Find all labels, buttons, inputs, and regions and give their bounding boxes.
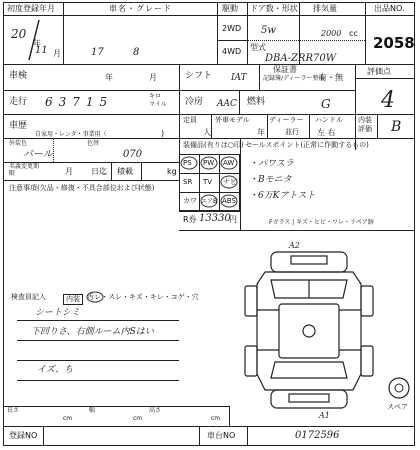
divider [240,138,241,230]
score-value: 4 [381,88,395,113]
ac-value: AAC [217,99,237,109]
selling-point-3: ・6万Kアトスト [249,191,316,201]
history-sub: 自家用・レンタ・事業用（ [35,131,107,138]
width-unit: cm [133,415,143,422]
divider [199,426,200,446]
divider [3,114,355,115]
lot-label: 出品NO. [374,4,405,13]
inspection-year: 年 [105,73,113,82]
divider [247,2,248,64]
doors-value: 5w [261,25,276,36]
color-no-value: 070 [123,149,143,160]
spare-label: スペア [387,403,408,411]
drive-2wd: 2WD [222,24,242,33]
divider [217,2,218,64]
history-close-paren: ) [161,129,165,138]
inspector-title: 検査員記入 [11,293,46,301]
chassis-value: 0172596 [295,430,340,441]
divider [53,138,54,162]
width-label: 幅 [89,407,96,414]
selling-points-title: セールスポイント(正常に作動するもの) [245,141,369,149]
drive-label: 駆動 [222,4,238,13]
divider [17,360,179,361]
color-change-month: 月 [65,167,73,176]
loadbed-label: 積載 [117,167,133,176]
month-value: 11 [35,45,48,56]
mileage-unit-mile: マイル [149,101,167,108]
recycle-label: R券 [183,215,197,224]
circle-mark [85,290,105,304]
notes-title: 注意事項(欠品・修復・不具合部位および状態) [9,184,155,192]
lot-number: 2058 [373,34,415,52]
divider [3,64,415,65]
doors-label: ドア数・形状 [250,4,298,13]
inspector-interior-tag: 内装 [63,294,83,305]
height-unit: cm [211,415,221,422]
divider [17,320,179,321]
divider [239,90,240,114]
equip-aw: AW [223,159,235,167]
first-reg-label: 初度登録年月 [7,4,55,13]
divider [3,138,415,139]
length-label: 長さ [7,407,20,414]
handle-options: 左 右 [317,128,336,137]
divider [3,426,415,427]
year-unit: 年 [33,39,41,48]
equipment-title: 装備品(有りは○印) [183,141,244,149]
divider [141,162,142,180]
color-change-label: 名義変更期限 [9,163,40,177]
warranty-options: 有・無 [319,73,343,82]
divider [355,114,415,115]
divider [43,426,44,446]
capacity-unit: 人 [203,128,211,137]
spare-tire-icon [387,376,411,400]
dealer-label: ディーラー [269,116,304,124]
capacity-label: 定員 [183,116,197,124]
equip-sr: SR [183,178,193,186]
divider [3,15,415,16]
interior-label: 内装評価 [358,116,372,133]
score-label: 評価点 [367,67,391,76]
model-value: DBA-ZRR70W [265,53,336,64]
dealer-sub: 並行 [285,128,299,136]
selling-point-2: ・Bモニタ [249,175,292,185]
equip-leather: カワ [183,197,197,205]
mileage-unit-km: キロ [149,93,162,100]
displacement-label: 排気量 [313,4,337,13]
divider [17,380,179,381]
car-name-value-1: 17 [91,47,104,58]
divider [217,40,247,41]
divider [3,406,229,407]
equip-pw: PW [203,159,215,167]
inspector-line-3: イズ、ち [37,365,74,375]
top-marker: A2 [289,241,300,250]
kg-unit: kg [167,167,177,176]
cc-unit: cc [349,29,358,38]
divider [259,64,260,90]
divider [3,90,179,91]
mileage-label: 走行 [9,97,28,107]
ac-label: 冷房 [185,97,204,107]
height-label: 高さ [149,407,162,414]
shift-label: シフト [185,71,213,81]
warranty-label: 保証書 [273,65,297,74]
divider [111,162,112,180]
recycle-unit: 円 [229,215,237,224]
equip-ps: PS [183,159,192,167]
divider [247,40,365,41]
equip-abs: ABS [222,197,236,205]
inspector-line-1: シートシミ [35,308,81,318]
divider [179,230,415,231]
color-no-label: 色替 [87,140,100,147]
divider [3,180,179,181]
length-unit: cm [63,415,73,422]
car-diagram [243,250,393,412]
color-value: パール [23,149,53,160]
month-unit: 月 [53,49,61,58]
divider [355,78,415,79]
history-label: 車歴 [9,121,28,131]
divider [179,90,355,91]
car-name-label: 車名・グレード [109,4,172,13]
divider [365,2,366,64]
shift-value: IAT [231,73,247,83]
displacement-value: 2000 [321,29,342,38]
mileage-value: 63715 [45,95,114,109]
recycle-value: 13330 [199,213,231,224]
divider [247,426,248,446]
diagram-footer: Fガラス | キズ・ヒビ・ワレ・リペア跡 [269,219,374,226]
model-year-label: 外車モデル [215,116,250,124]
equipment-circles [179,154,240,211]
fuel-label: 燃料 [247,97,266,107]
divider [17,340,179,341]
warranty-sub: 記録簿/ディーラー整備 [263,75,325,82]
color-label: 外装色 [9,140,28,147]
car-name-value-2: 8 [133,47,140,58]
inspector-interior-options: 汚レ・スレ・キズ・キレ・コゲ・穴 [87,293,199,301]
auction-sheet [3,2,415,446]
interior-value: B [391,119,402,135]
inspection-label: 車検 [9,71,28,81]
slash-mark [23,18,47,62]
selling-point-1: ・パワスラ [249,159,294,169]
divider [229,406,230,426]
divider [309,114,310,138]
divider [63,2,64,64]
divider [179,211,240,212]
fuel-value: G [321,97,331,111]
divider [267,114,268,138]
handle-label: ハンドル [315,116,343,124]
equip-tv: TV [203,178,213,186]
chassis-label: 車台NO [207,431,236,440]
reg-label: 登録NO [9,431,38,440]
inspection-month: 月 [149,73,157,82]
inspector-line-2: 下回りさ、右側ルーム内Sはい [31,327,154,337]
model-label: 型式 [250,43,266,52]
equip-navi: ナビ [223,178,237,186]
divider [211,114,212,138]
equip-airbag: エアB [201,198,218,205]
year-value: 20 [11,27,27,41]
model-year-unit: 年 [257,128,265,137]
bottom-marker: A1 [319,411,330,420]
drive-4wd: 4WD [222,47,242,56]
color-change-day: 日迄 [91,167,107,176]
